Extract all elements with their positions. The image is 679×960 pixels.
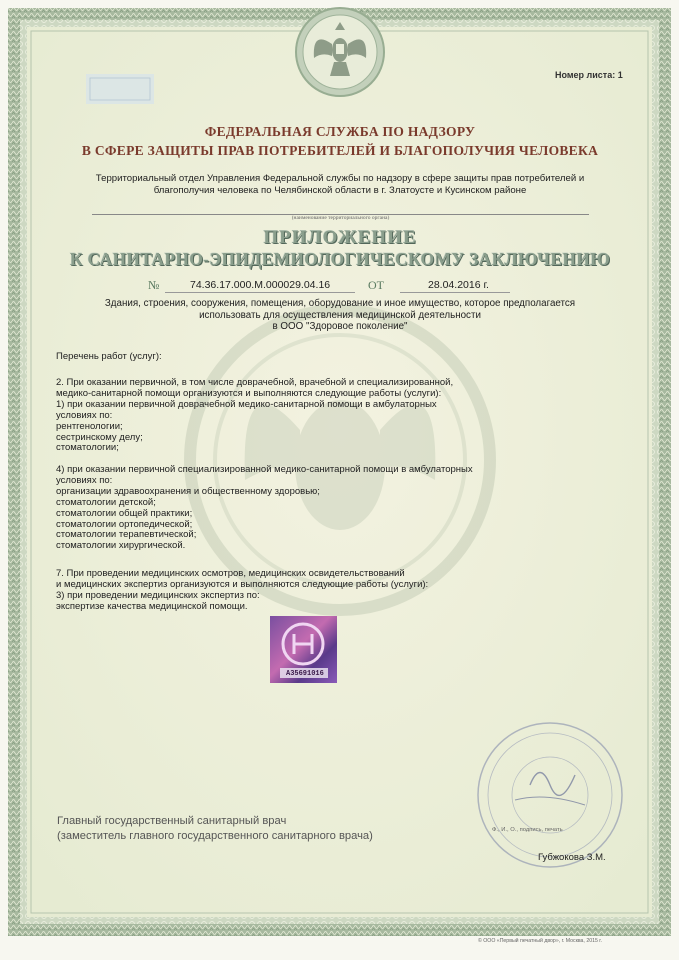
work-line: экспертизе качества медицинской помощи. <box>56 600 248 612</box>
works-section-7 <box>56 569 526 613</box>
territorial-department-line1: Территориальный отдел Управления Федеральной службы по надзору в сфере защиты прав потребителей и <box>95 173 585 184</box>
purpose-statement <box>70 298 610 333</box>
work-line: стоматологии общей практики; <box>56 507 193 519</box>
work-line: стоматологии детской; <box>56 496 156 508</box>
agency-name-line2: В СФЕРЕ ЗАЩИТЫ ПРАВ ПОТРЕБИТЕЛЕЙ И БЛАГОПОЛУЧИЯ ЧЕЛОВЕКА <box>81 143 599 158</box>
purpose-line1: Здания, строения, сооружения, помещения, оборудование и иное имущество, которое предполагается <box>104 298 576 309</box>
purpose-line2: использовать для осуществления медицинской деятельности <box>199 309 481 321</box>
work-line: 4) при оказании первичной специализированной медико-санитарной помощи в амбулаторных <box>56 464 473 475</box>
work-line: 1) при оказании первичной доврачебной медико-санитарной помощи в амбулаторных <box>56 398 437 410</box>
date-label: ОТ <box>368 278 384 292</box>
work-line: 7. При проведении медицинских осмотров, медицинских освидетельствований <box>56 568 405 579</box>
sheet-number: Номер листа: 1 <box>555 70 623 80</box>
work-line: сестринскому делу; <box>56 431 143 443</box>
signatory-title-line2: (заместитель главного государственного санитарного врача) <box>57 830 373 842</box>
signature-caption: Ф., И., О., подпись, печать <box>492 827 563 833</box>
works-heading: Перечень работ (услуг): <box>56 351 162 362</box>
agency-name-line1: ФЕДЕРАЛЬНАЯ СЛУЖБА ПО НАДЗОРУ <box>204 124 476 139</box>
conclusion-number-row <box>0 279 679 293</box>
territorial-department <box>90 173 590 197</box>
work-line: стоматологии терапевтической; <box>56 529 197 541</box>
territorial-department-line2: благополучия человека по Челябинской области в г. Златоусте и Кусинском районе <box>153 185 527 196</box>
conclusion-date: 28.04.2016 г. <box>428 279 489 291</box>
signatory-name: Губжокова З.М. <box>538 852 606 863</box>
work-line: стоматологии ортопедической; <box>56 518 193 530</box>
work-line: рентгенологии; <box>56 420 123 432</box>
work-line: условиях по: <box>56 474 113 486</box>
work-line: медико-санитарной помощи организуются и выполняются следующие работы (услуги): <box>56 387 442 399</box>
work-line: организации здравоохранения и общественному здоровью; <box>56 485 320 497</box>
number-label: № <box>148 278 160 292</box>
hologram-number: А35691016 <box>286 670 324 678</box>
work-line: стоматологии; <box>56 442 119 454</box>
works-section-4 <box>56 465 526 552</box>
document-title-line2: К САНИТАРНО-ЭПИДЕМИОЛОГИЧЕСКОМУ ЗАКЛЮЧЕНИЮ <box>69 249 611 269</box>
number-underline <box>165 292 355 293</box>
printer-note: © ООО «Первый печатный двор», г. Москва, 2015 г. <box>478 938 602 944</box>
conclusion-number: 74.36.17.000.М.000029.04.16 <box>190 279 331 291</box>
work-line: 2. При оказании первичной, в том числе доврачебной, врачебной и специализированной, <box>56 377 454 388</box>
date-underline <box>400 292 510 293</box>
department-caption: (наименование территориального органа) <box>291 215 390 221</box>
works-section-2 <box>56 378 526 454</box>
work-line: стоматологии хирургической. <box>56 540 186 552</box>
work-line: 3) при проведении медицинских экспертиз по: <box>56 589 260 601</box>
document-title-line1: ПРИЛОЖЕНИЕ <box>263 227 417 248</box>
work-line: условиях по: <box>56 409 113 421</box>
signatory-title-line1: Главный государственный санитарный врач <box>57 815 287 827</box>
work-line: и медицинских экспертиз организуются и выполняются следующие работы (услуги): <box>56 578 429 590</box>
purpose-line3: в ООО "Здоровое поколение" <box>272 321 408 333</box>
